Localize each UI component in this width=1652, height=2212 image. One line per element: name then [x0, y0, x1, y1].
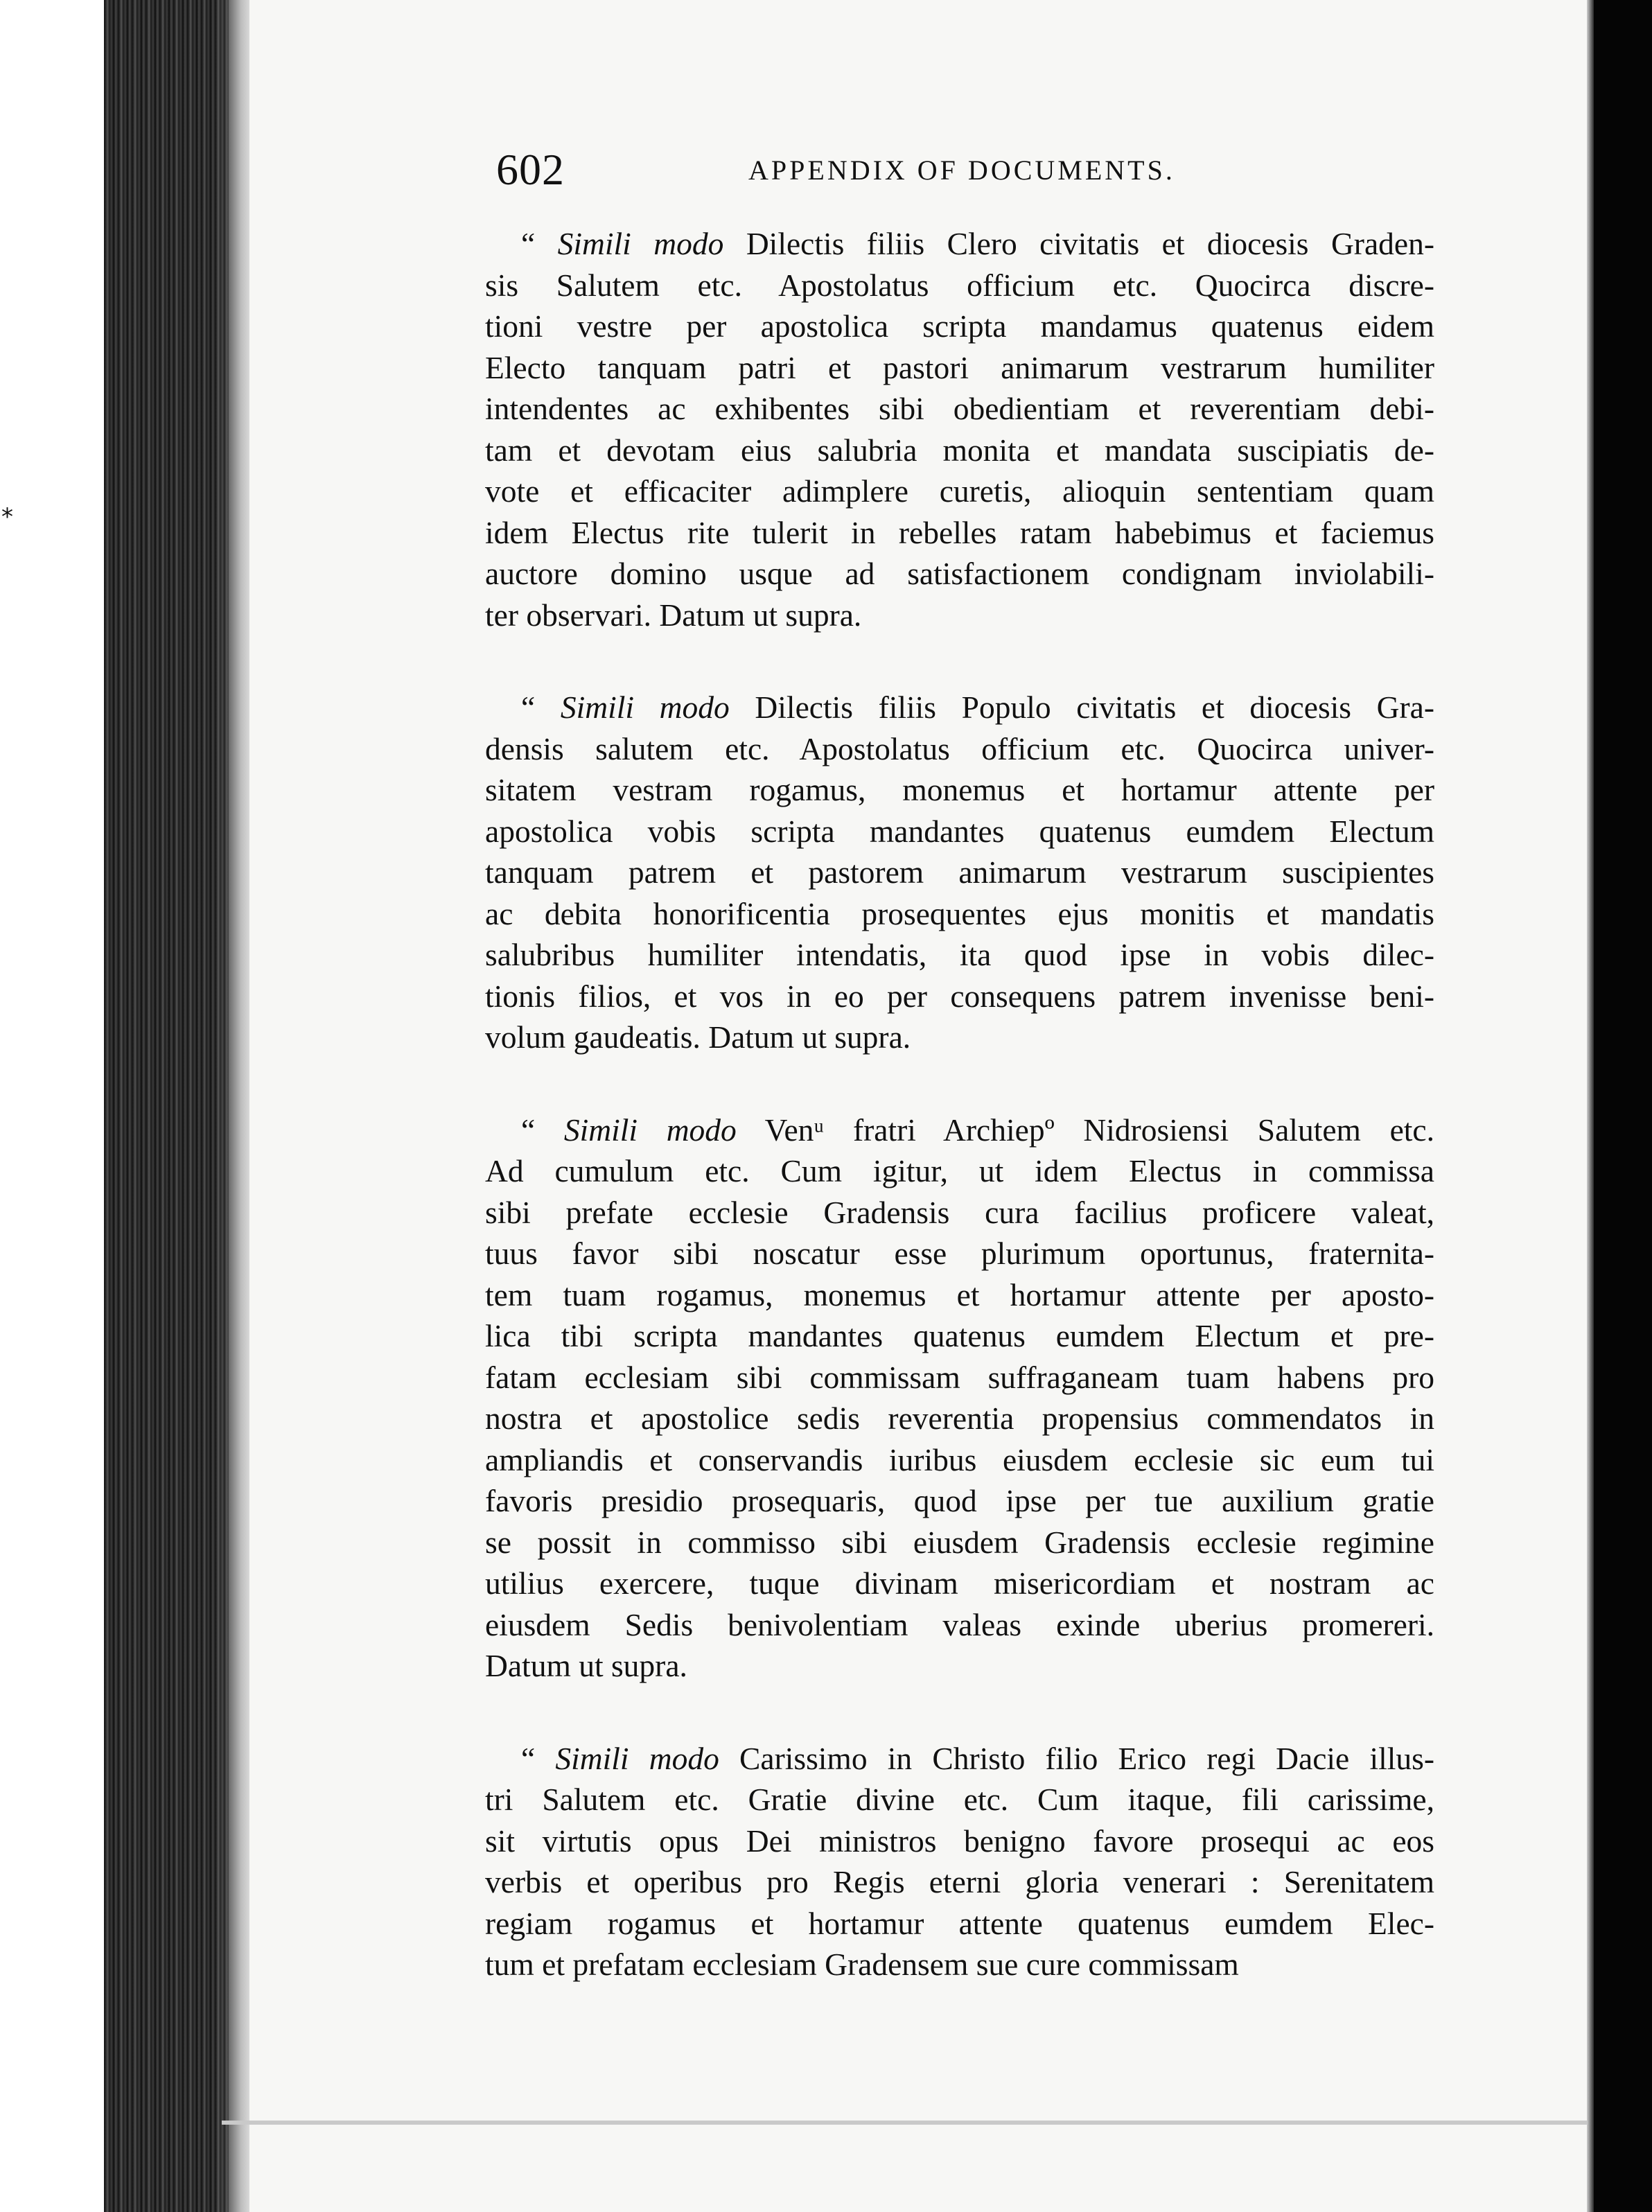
page-bottom-edge	[222, 2121, 1587, 2125]
paragraph	[485, 1738, 1434, 1985]
text-line: sibi prefate ecclesie Gradensis cura facilius proficere valeat,	[485, 1194, 1434, 1230]
paragraph	[485, 1109, 1434, 1687]
text-line: vote et efficaciter adimplere curetis, alioquin sententiam quam	[485, 473, 1434, 509]
body-text	[485, 223, 1434, 1985]
text-line: “ Simili modo Carissimo in Christo filio Erico regi Dacie illus-	[521, 1740, 1434, 1776]
text-line: sitatem vestram rogamus, monemus et hortamur attente per	[485, 772, 1434, 807]
text-line: favoris presidio prosequaris, quod ipse per tue auxilium gratie	[485, 1483, 1434, 1518]
text-line: utilius exercere, tuque divinam misericordiam et nostram ac	[485, 1565, 1434, 1601]
text-line: tanquam patrem et pastorem animarum vestrarum suscipientes	[485, 854, 1434, 890]
text-line: Ad cumulum etc. Cum igitur, ut idem Electus in commissa	[485, 1153, 1434, 1188]
text-line: intendentes ac exhibentes sibi obedientiam et reverentiam debi-	[485, 391, 1434, 426]
text-line: Datum ut supra.	[485, 1648, 687, 1683]
page-right-edge	[1587, 0, 1594, 2212]
lead-phrase: Simili modo	[555, 1740, 719, 1776]
text-line: tri Salutem etc. Gratie divine etc. Cum itaque, fili carissime,	[485, 1782, 1434, 1817]
text-line: sis Salutem etc. Apostolatus officium etc. Quocirca discre-	[485, 267, 1434, 303]
page-number: 602	[496, 145, 565, 194]
text-line: sit virtutis opus Dei ministros benigno favore prosequi ac eos	[485, 1823, 1434, 1859]
scan-right-border	[1587, 0, 1652, 2212]
lead-phrase: Simili modo	[560, 690, 730, 725]
lead-phrase: Simili modo	[563, 1112, 737, 1148]
paragraph	[485, 223, 1434, 635]
text-line: idem Electus rite tulerit in rebelles ratam habebimus et faciemus	[485, 514, 1434, 550]
text-line: regiam rogamus et hortamur attente quatenus eumdem Elec-	[485, 1905, 1434, 1941]
text-line: eiusdem Sedis benivolentiam valeas exinde uberius promereri.	[485, 1606, 1434, 1642]
scan-mark-glyph: *	[1, 503, 13, 531]
scan-left-margin	[0, 0, 104, 2212]
text-line: “ Simili modo Dilectis filiis Populo civitatis et diocesis Gra-	[521, 690, 1434, 725]
text-line: ampliandis et conservandis iuribus eiusdem ecclesie sic eum tui	[485, 1441, 1434, 1477]
lead-phrase: Simili modo	[557, 226, 724, 261]
text-line: tionis filios, et vos in eo per consequens patrem invenisse beni-	[485, 978, 1434, 1014]
page-header	[496, 144, 1459, 207]
text-line: se possit in commisso sibi eiusdem Gradensis ecclesie regimine	[485, 1524, 1434, 1560]
running-title: APPENDIX OF DOCUMENTS.	[748, 155, 1175, 186]
text-line: ac debita honorificentia prosequentes ejus monitis et mandatis	[485, 895, 1434, 931]
text-line: tem tuam rogamus, monemus et hortamur attente per aposto-	[485, 1276, 1434, 1313]
text-line: tuus favor sibi noscatur esse plurimum oportunus, fraternita-	[485, 1236, 1434, 1271]
text-line: ter observari. Datum ut supra.	[485, 597, 862, 633]
text-line: auctore domino usque ad satisfactionem condignam inviolabili-	[485, 556, 1434, 591]
text-line: verbis et operibus pro Regis eterni gloria venerari : Serenitatem	[485, 1864, 1434, 1899]
text-line: tam et devotam eius salubria monita et mandata suscipiatis de-	[485, 432, 1434, 468]
text-line: salubribus humiliter intendatis, ita quod ipse in vobis dilec-	[485, 937, 1434, 972]
text-line: tioni vestre per apostolica scripta mandamus quatenus eidem	[485, 308, 1434, 344]
text-line: nostra et apostolice sedis reverentia propensius commendatos in	[485, 1401, 1434, 1436]
text-line: “ Simili modo Dilectis filiis Clero civitatis et diocesis Graden-	[521, 226, 1434, 261]
text-line: Electo tanquam patri et pastori animarum vestrarum humiliter	[485, 349, 1434, 385]
paragraph	[485, 687, 1434, 1058]
text-line: “ Simili modo Venᵘ fratri Archiepº Nidrosiensi Salutem etc.	[521, 1112, 1434, 1148]
text-line: volum gaudeatis. Datum ut supra.	[485, 1019, 911, 1055]
text-line: lica tibi scripta mandantes quatenus eumdem Electum et pre-	[485, 1318, 1434, 1353]
text-line: fatam ecclesiam sibi commissam suffraganeam tuam habens pro	[485, 1359, 1434, 1395]
text-line: tum et prefatam ecclesiam Gradensem sue cure commissam	[485, 1947, 1239, 1982]
text-line: apostolica vobis scripta mandantes quatenus eumdem Electum	[485, 813, 1434, 849]
text-line: densis salutem etc. Apostolatus officium etc. Quocirca univer-	[485, 730, 1434, 766]
book-page-edges	[104, 0, 243, 2212]
